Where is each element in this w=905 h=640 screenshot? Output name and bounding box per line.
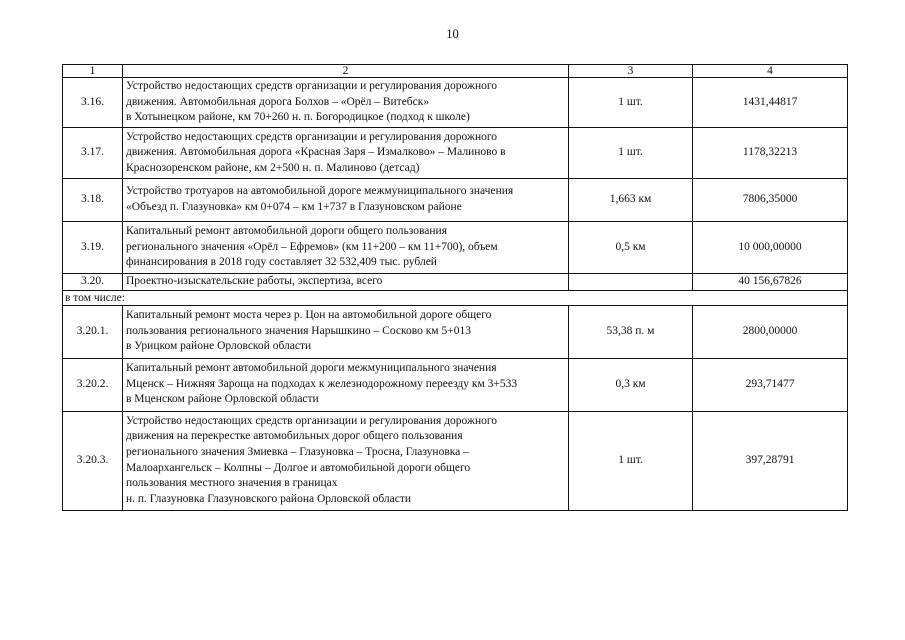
table-row xyxy=(63,78,848,128)
table-row xyxy=(63,358,848,411)
table-row xyxy=(63,222,848,274)
row-value: 1178,32213 xyxy=(693,128,848,179)
description-line: Устройство тротуаров на автомобильной дороге межмуниципального значения xyxy=(126,185,514,198)
description-line: Устройство недостающих средств организации и регулирования дорожного xyxy=(126,130,498,143)
row-number: 3.17. xyxy=(63,128,123,179)
row-number: 3.16. xyxy=(63,78,123,128)
row-value: 7806,35000 xyxy=(693,179,848,222)
description-line: Капитальный ремонт автомобильной дороги общего пользования xyxy=(126,225,447,238)
row-description xyxy=(123,411,569,510)
description-line: Устройство недостающих средств организации и регулирования дорожного xyxy=(126,414,498,427)
subheader-row xyxy=(63,290,848,305)
row-quantity: 0,3 км xyxy=(569,358,693,411)
description-line: Малоархангельск – Колпны – Долгое и автомобильной дороги общего xyxy=(126,461,471,474)
row-description xyxy=(123,78,569,128)
row-number: 3.19. xyxy=(63,222,123,274)
description-line: Капитальный ремонт автомобильной дороги межмуниципального значения xyxy=(126,362,497,375)
row-value: 40 156,67826 xyxy=(693,274,848,291)
row-quantity: 1 шт. xyxy=(569,78,693,128)
description-line: Устройство недостающих средств организации и регулирования дорожного xyxy=(126,80,498,93)
description-line: движения. Автомобильная дорога «Красная Заря – Измалково» – Малиново в xyxy=(126,146,506,159)
table-row xyxy=(63,411,848,510)
row-description xyxy=(123,358,569,411)
table-row xyxy=(63,179,848,222)
row-number: 3.20.2. xyxy=(63,358,123,411)
row-description xyxy=(123,305,569,358)
table-row xyxy=(63,128,848,179)
table-header-row xyxy=(63,65,848,78)
column-header: 2 xyxy=(123,65,569,78)
description-line: в Мценском районе Орловской области xyxy=(126,393,319,406)
page-number: 10 xyxy=(446,27,459,41)
row-value: 2800,00000 xyxy=(693,305,848,358)
row-quantity: 1 шт. xyxy=(569,411,693,510)
column-header: 4 xyxy=(693,65,848,78)
row-description xyxy=(123,128,569,179)
row-quantity: 1 шт. xyxy=(569,128,693,179)
table-row xyxy=(63,274,848,291)
row-value: 10 000,00000 xyxy=(693,222,848,274)
description-line: регионального значения Змиевка – Глазуновка – Тросна, Глазуновка – xyxy=(126,446,469,458)
description-line: финансирования в 2018 году составляет 32 532,409 тыс. рублей xyxy=(126,256,437,269)
row-value: 397,28791 xyxy=(693,411,848,510)
description-line: Краснозоренском районе, км 2+500 н. п. Малиново (детсад) xyxy=(126,161,420,174)
description-line: Проектно-изыскательские работы, экспертиза, всего xyxy=(126,275,383,287)
table-row xyxy=(63,305,848,358)
column-header: 3 xyxy=(569,65,693,78)
column-header: 1 xyxy=(63,65,123,78)
row-number: 3.20.1. xyxy=(63,305,123,358)
row-quantity: 1,663 км xyxy=(569,179,693,222)
row-quantity xyxy=(569,274,693,291)
row-value: 1431,44817 xyxy=(693,78,848,128)
description-line: Капитальный ремонт моста через р. Цон на автомобильной дороге общего xyxy=(126,309,492,322)
row-description xyxy=(123,179,569,222)
row-number: 3.20.3. xyxy=(63,411,123,510)
description-line: регионального значения «Орёл – Ефремов» (км 11+200 – км 11+700), объем xyxy=(126,240,498,253)
row-quantity: 0,5 км xyxy=(569,222,693,274)
description-line: н. п. Глазуновка Глазуновского района Орловской области xyxy=(126,492,412,505)
works-table xyxy=(62,64,848,511)
row-value: 293,71477 xyxy=(693,358,848,411)
description-line: пользования местного значения в границах xyxy=(126,477,338,490)
description-line: движения. Автомобильная дорога Болхов – «Орёл – Витебск» xyxy=(126,95,430,108)
row-quantity: 53,38 п. м xyxy=(569,305,693,358)
row-number: 3.18. xyxy=(63,179,123,222)
description-line: Мценск – Нижняя Зароща на подходах к железнодорожному переезду км 3+533 xyxy=(126,377,518,390)
row-description xyxy=(123,274,569,291)
description-line: в Хотынецком районе, км 70+260 н. п. Богородицкое (подход к школе) xyxy=(126,111,470,124)
description-line: «Объезд п. Глазуновка» км 0+074 – км 1+737 в Глазуновском районе xyxy=(126,201,462,213)
description-line: в Урицком районе Орловской области xyxy=(126,340,312,353)
description-line: пользования регионального значения Нарышкино – Сосково км 5+013 xyxy=(126,324,471,337)
row-number: 3.20. xyxy=(63,274,123,291)
subheader-label: в том числе: xyxy=(63,290,848,305)
description-line: движения на перекрестке автомобильных дорог общего пользования xyxy=(126,430,463,443)
row-description xyxy=(123,222,569,274)
